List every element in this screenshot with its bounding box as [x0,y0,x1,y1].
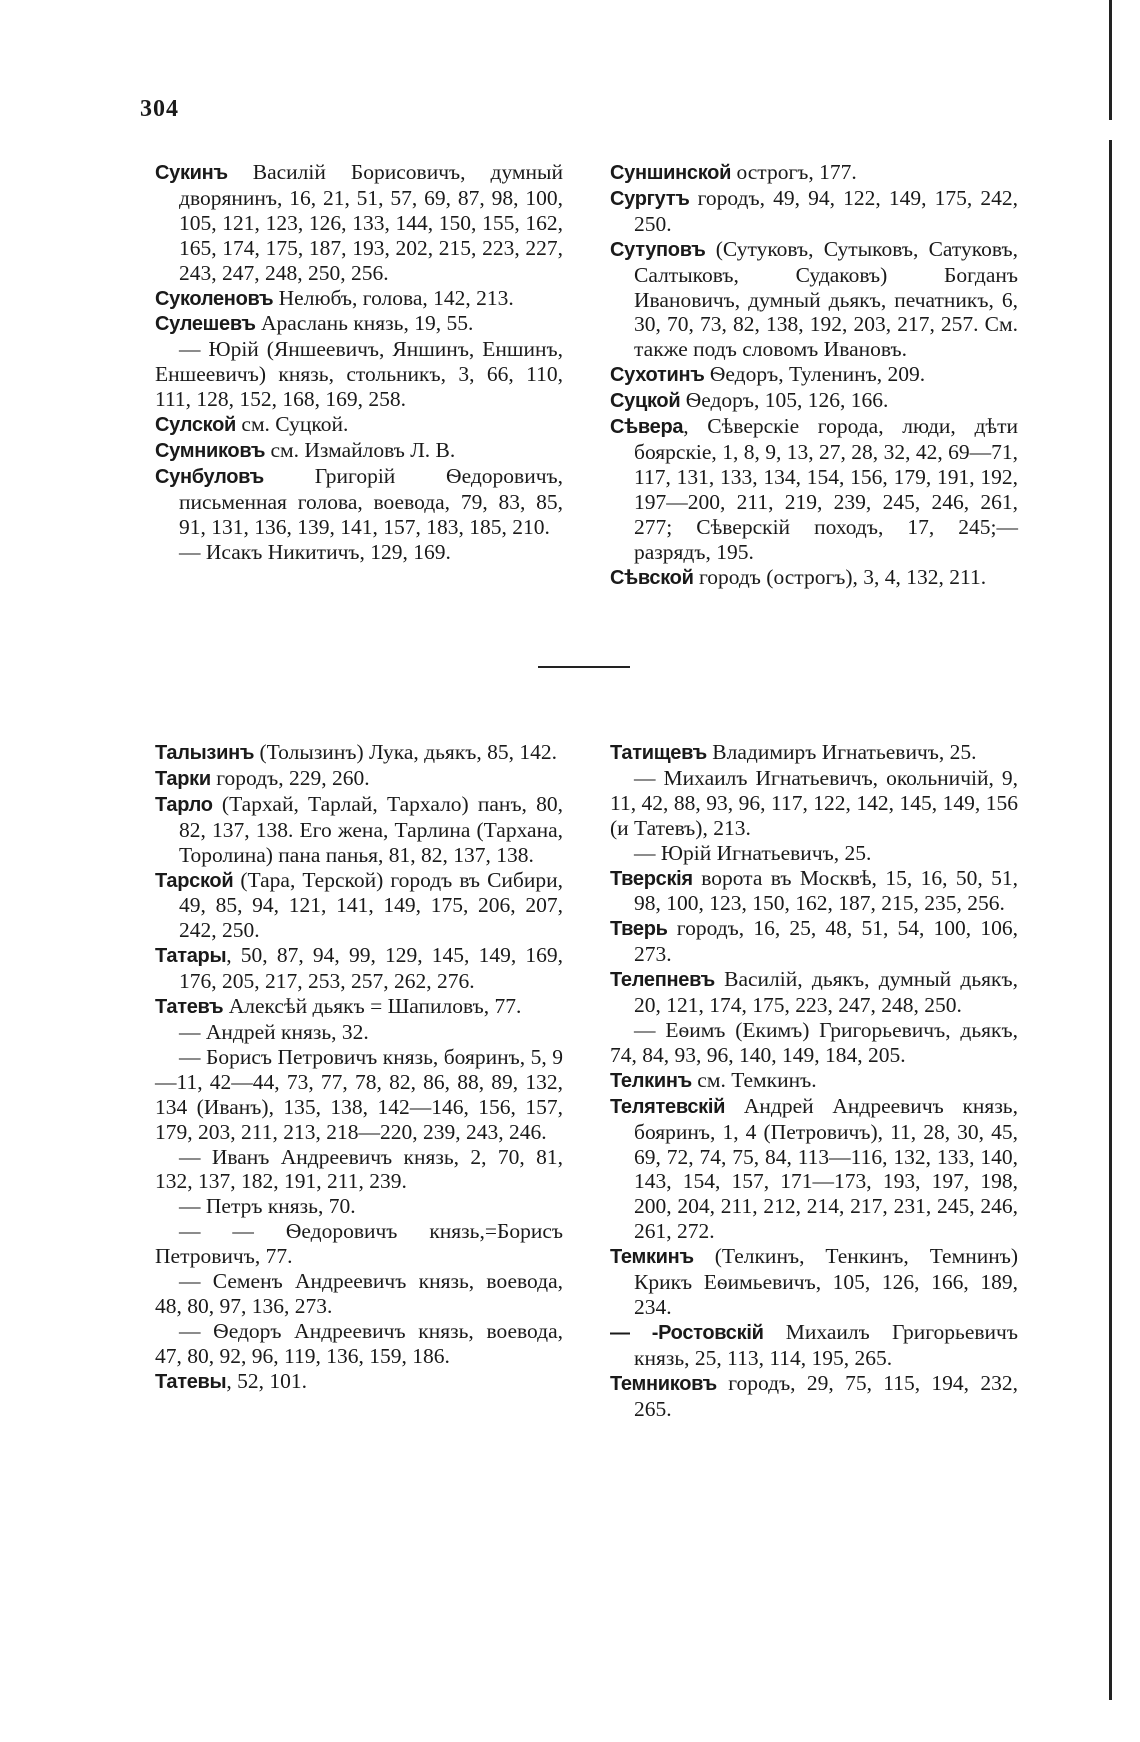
entry-headword: Сумниковъ [155,439,266,462]
index-entry [155,792,563,868]
index-entry [155,1219,563,1269]
entry-text: — Михаилъ Игнатьевичъ, окольничій, 9, 11, 42, 88, 93, 96, 117, 122, 142, 145, 149, 156 (и Татевъ), 213. [610,765,1018,840]
scan-edge-line [1109,140,1112,1700]
entry-headword: Телятевскій [610,1095,726,1118]
index-entry [155,1269,563,1319]
index-entry [155,868,563,944]
index-entry [610,916,1018,967]
entry-text: Василій, дьякъ, думный дьякъ, 20, 121, 174, 175, 223, 247, 248, 250. [634,967,1018,1018]
index-column-bottom-left [155,740,563,1395]
index-entry [155,1194,563,1219]
entry-text: Михаилъ Григорьевичъ князь, 25, 113, 114, 195, 265. [634,1319,1018,1370]
index-entry [155,311,563,337]
entry-text: острогъ, 177. [731,160,857,184]
entry-text: Андрей Андреевичъ князь, бояринъ, 1, 4 (Петровичъ), 11, 28, 30, 45, 69, 72, 74, 75, 84, 113—116, 132, 133, 140, 143, 154, 157, 171—173, 193, 197, 198, 200, 204, 211, 212, 214, 217, 231, 245, 246, 261, 272. [634,1093,1018,1244]
entry-text: Ѳедоръ, Туленинъ, 209. [704,362,926,387]
index-entry [610,237,1018,363]
entry-text: (Тара, Терской) городъ въ Сибири, 49, 85, 94, 121, 141, 149, 175, 206, 207, 242, 250. [179,867,563,943]
index-entry [155,943,563,994]
entry-text: — Исакъ Никитичъ, 129, 169. [179,539,451,564]
index-entry [610,1068,1018,1094]
entry-text: см. Темкинъ. [691,1067,817,1092]
entry-text: — Юрій (Яншеевичъ, Яншинъ, Еншинъ, Еншеевичъ) князь, стольникъ, 3, 66, 110, 111, 128, 152, 168, 169, 258. [155,337,563,412]
scan-edge-line-top [1109,0,1112,120]
entry-headword: Сургутъ [610,187,690,210]
index-entry [155,994,563,1020]
entry-text: Владимиръ Игнатьевичъ, 25. [706,740,977,764]
index-entry [610,1244,1018,1320]
page-number: 304 [140,96,179,122]
index-column-top-left [155,160,563,565]
section-divider [538,666,630,668]
entry-text: Араслань князь, 19, 55. [255,311,474,336]
index-entry [155,438,563,464]
entry-headword: Суцкой [610,390,681,413]
entry-headword: Суншинской [610,162,732,184]
index-entry [155,1369,563,1395]
entry-headword: Сутуповъ [610,238,706,261]
entry-text: (Тархай, Тарлай, Тархало) панъ, 80, 82, 137, 138. Его жена, Тарлина (Тархана, Торолина) пана панья, 81, 82, 137, 138. [179,791,563,867]
entry-headword: Сукинъ [155,162,228,184]
entry-headword: Темниковъ [610,1372,717,1395]
index-entry [155,286,563,312]
index-entry [610,1018,1018,1068]
index-entry [610,565,1018,591]
entry-text: — Семенъ Андреевичъ князь, воевода, 48, 80, 97, 136, 273. [155,1269,563,1318]
index-entry [155,464,563,540]
entry-text: (Толызинъ) Лука, дьякъ, 85, 142. [254,740,558,764]
entry-headword: Тарской [155,869,234,892]
index-entry [610,1371,1018,1422]
entry-headword: — -Ростовскій [610,1321,764,1344]
entry-headword: Суколеновъ [155,287,274,310]
index-entry [610,866,1018,917]
index-column-top-right [610,160,1018,590]
index-entry [155,766,563,792]
entry-text: — — Ѳедоровичъ князь,=Борисъ Петровичъ, 77. [155,1219,563,1269]
index-entry [610,186,1018,237]
entry-headword: Татары [155,945,227,968]
entry-text: городъ, 49, 94, 122, 149, 175, 242, 250. [634,185,1018,236]
index-entry [610,967,1018,1018]
index-entry [610,362,1018,388]
index-entry [155,1145,563,1195]
index-entry [155,160,563,286]
entry-text: — Андрей князь, 32. [179,1019,369,1044]
entry-text: Нелюбъ, голова, 142, 213. [273,285,514,310]
entry-headword: Сѣвера [610,416,684,439]
index-entry [610,1320,1018,1371]
entry-text: — Юрій Игнатьевичъ, 25. [634,840,872,865]
index-entry [610,160,1018,186]
index-entry [155,412,563,438]
entry-text: городъ, 229, 260. [210,765,370,790]
entry-text: — Иванъ Андреевичъ князь, 2, 70, 81, 132, 137, 182, 191, 211, 239. [155,1144,563,1194]
entry-text: ворота въ Москвѣ, 15, 16, 50, 51, 98, 100, 123, 150, 162, 187, 215, 235, 256. [634,865,1018,916]
entry-text: см. Измайловъ Л. В. [265,437,456,462]
entry-headword: Сулской [155,414,237,437]
index-entry [155,1020,563,1045]
entry-headword: Талызинъ [155,742,255,764]
entry-headword: Сухотинъ [610,364,705,387]
index-entry [155,540,563,565]
entry-headword: Тверскія [610,867,693,890]
index-entry [155,337,563,412]
entry-headword: Темкинъ [610,1246,694,1269]
entry-text: Алексѣй дьякъ = Шапиловъ, 77. [223,994,522,1019]
index-column-bottom-right [610,740,1018,1421]
entry-text: городъ (острогъ), 3, 4, 132, 211. [693,564,987,589]
index-entry [610,841,1018,866]
entry-text: (Сутуковъ, Сутыковъ, Сатуковъ, Салтыковъ, Судаковъ) Богданъ Ивановичъ, думный дьякъ, печатникъ, 6, 30, 70, 73, 82, 138, 192, 203, 217, 257. См. также подъ словомъ Ивановъ. [634,236,1018,362]
index-entry [155,740,563,766]
entry-text: (Телкинъ, Тенкинъ, Темнинъ) Крикъ Еѳимьевичъ, 105, 126, 166, 189, 234. [634,1244,1018,1319]
entry-headword: Тарло [155,793,213,816]
entry-text: городъ, 29, 75, 115, 194, 232, 265. [634,1370,1018,1421]
entry-headword: Телкинъ [610,1069,692,1092]
entry-text: — Еѳимъ (Екимъ) Григорьевичъ, дьякъ, 74, 84, 93, 96, 140, 149, 184, 205. [610,1017,1018,1067]
index-entry [610,414,1018,564]
entry-text: городъ, 16, 25, 48, 51, 54, 100, 106, 273. [634,916,1018,967]
index-entry [610,740,1018,766]
entry-headword: Сунбуловъ [155,465,264,488]
index-entry [610,1094,1018,1244]
entry-headword: Тарки [155,767,211,790]
index-entry [155,1319,563,1369]
entry-text: Василій Борисовичъ, думный дворянинъ, 16, 21, 51, 57, 69, 87, 98, 100, 105, 121, 123, 126, 133, 144, 150, 155, 162, 165, 174, 175, 187, 193, 202, 215, 223, 227, 243, 247, 248, 250, 256. [179,160,563,285]
index-entry [610,388,1018,414]
entry-headword: Татевы [155,1370,227,1393]
entry-text: , Сѣверскіе города, люди, дѣти боярскіе, 1, 8, 9, 13, 27, 28, 32, 42, 69—71, 117, 131, 133, 134, 154, 156, 179, 191, 192, 197—200, 211, 219, 239, 245, 246, 261, 277; Сѣверскій походъ, 17, 245;—разрядъ, 195. [634,414,1018,564]
entry-text: Ѳедоръ, 105, 126, 166. [680,388,889,413]
entry-headword: Телепневъ [610,969,715,992]
entry-text: , 50, 87, 94, 99, 129, 145, 149, 169, 176, 205, 217, 253, 257, 262, 276. [179,943,563,994]
entry-text: — Борисъ Петровичъ князь, бояринъ, 5, 9—11, 42—44, 73, 77, 78, 82, 86, 88, 89, 132, 134 (Иванъ), 135, 138, 142—146, 156, 157, 179, 203, 211, 213, 218—220, 239, 243, 246. [155,1044,563,1144]
entry-text: Григорій Ѳедоровичъ, письменная голова, воевода, 79, 83, 85, 91, 131, 136, 139, 141, 157, 183, 185, 210. [179,463,563,539]
entry-text: , 52, 101. [226,1368,307,1393]
entry-headword: Тверь [610,918,668,941]
entry-text: см. Суцкой. [236,412,349,437]
index-entry [610,766,1018,841]
entry-text: — Ѳедоръ Андреевичъ князь, воевода, 47, 80, 92, 96, 119, 136, 159, 186. [155,1318,563,1368]
index-entry [155,1045,563,1145]
entry-text: — Петръ князь, 70. [179,1194,356,1219]
entry-headword: Сулешевъ [155,313,256,336]
entry-headword: Сѣвской [610,566,694,589]
entry-headword: Татищевъ [610,742,707,764]
entry-headword: Татевъ [155,996,224,1019]
